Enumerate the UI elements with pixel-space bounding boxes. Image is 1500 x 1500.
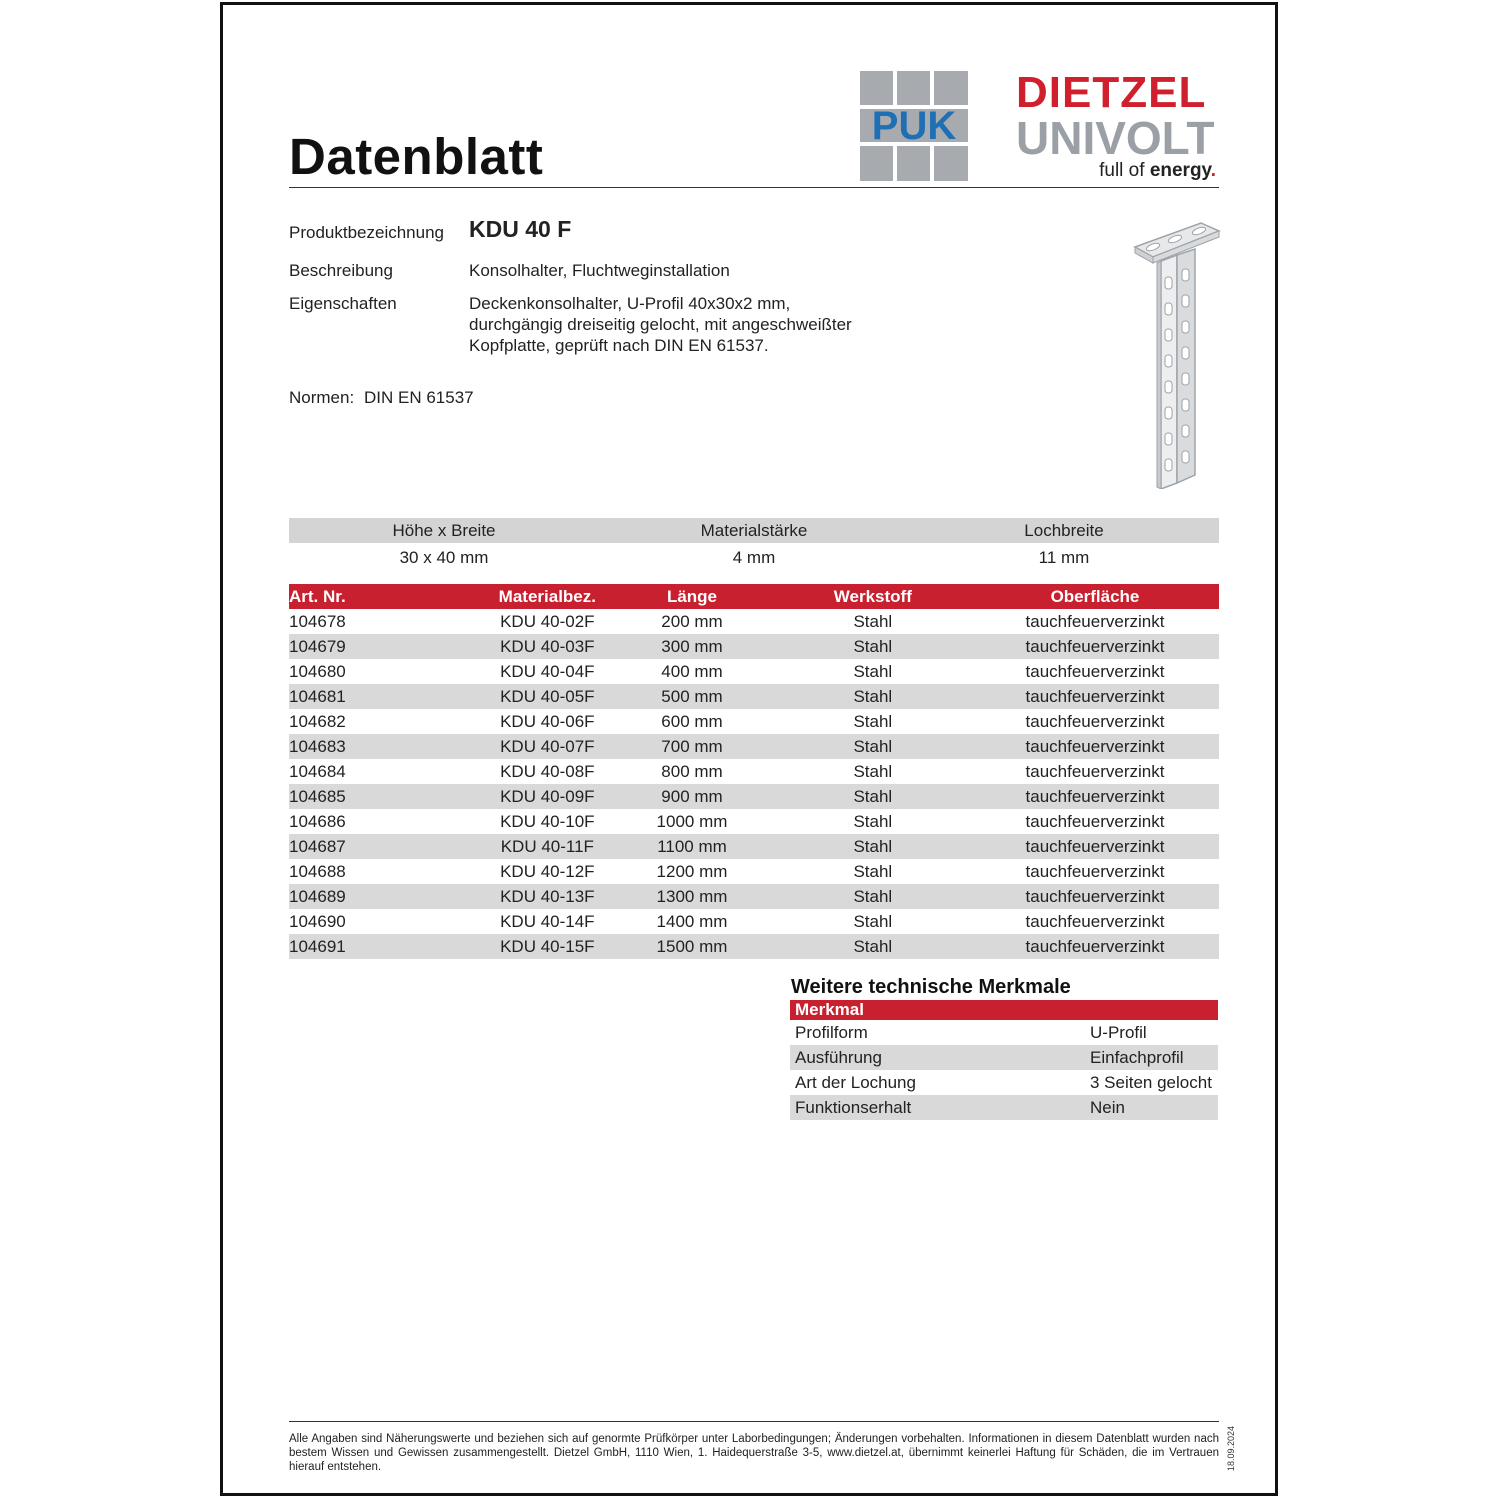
surface-cell: tauchfeuerverzinkt (971, 934, 1219, 959)
length-cell: 800 mm (661, 761, 723, 781)
feature-row (790, 1070, 1218, 1095)
dim-header-hole-width: Lochbreite (1024, 521, 1104, 540)
dimensions-header (289, 518, 1219, 543)
features-header-row (790, 1000, 1218, 1020)
table-row (289, 834, 1219, 859)
art-nr-cell: 104686 (289, 811, 346, 831)
description-label: Beschreibung (289, 261, 393, 280)
feature-name-cell: Ausführung (790, 1045, 1085, 1070)
description-value: Konsolhalter, Fluchtweginstallation (469, 261, 730, 280)
art-nr-cell: 104689 (289, 884, 485, 909)
feature-row (790, 1020, 1218, 1045)
table-row (289, 609, 1219, 634)
table-row (289, 809, 1219, 834)
art-nr-cell: 104679 (289, 634, 485, 659)
art-nr-cell: 104684 (289, 761, 346, 781)
material-cell: Stahl (775, 734, 971, 759)
length-cell: 700 mm (609, 734, 774, 759)
dietzel-logo-text: DIETZEL (1016, 68, 1207, 117)
material-cell: Stahl (775, 784, 971, 809)
articles-table (289, 584, 1219, 959)
feature-row (790, 1045, 1218, 1070)
product-name-value: KDU 40 F (469, 216, 572, 242)
material-cell: Stahl (775, 834, 971, 859)
feature-row (790, 1095, 1218, 1120)
material-cell: Stahl (853, 861, 893, 881)
surface-cell: tauchfeuerverzinkt (1025, 911, 1165, 931)
surface-cell: tauchfeuerverzinkt (1025, 661, 1165, 681)
length-cell: 200 mm (661, 611, 723, 631)
art-nr-cell: 104683 (289, 734, 485, 759)
table-row (289, 634, 1219, 659)
material-designation-cell: KDU 40-04F (500, 661, 595, 681)
surface-cell: tauchfeuerverzinkt (971, 834, 1219, 859)
articles-body (289, 609, 1219, 959)
surface-cell: tauchfeuerverzinkt (971, 884, 1219, 909)
material-cell: Stahl (775, 684, 971, 709)
articles-header-row (289, 584, 1219, 609)
dim-header-material-thickness: Materialstärke (700, 521, 808, 540)
material-designation-cell: KDU 40-08F (500, 761, 595, 781)
datasheet-page (220, 2, 1278, 1496)
material-designation-cell: KDU 40-09F (485, 784, 609, 809)
dietzel-univolt-logo (1016, 68, 1216, 181)
features-header: Merkmal (790, 1000, 1218, 1020)
surface-cell: tauchfeuerverzinkt (1025, 611, 1165, 631)
footer-disclaimer: Alle Angaben sind Näherungswerte und beziehen sich auf genormte Prüfkörper unter Laborbedingungen; Änderungen vorbehalten. Informationen in diesem Datenblatt wurden nach bestem Wissen und Gewissen zusammengestellt. Dietzel GmbH, 1110 Wien, 1. Haidequerstraße 3-5, www.dietzel.at, übernimmt keinerlei Haftung für Schäden, die im Vertrauen hierauf entstehen. (289, 1433, 1219, 1473)
table-row (289, 934, 1219, 959)
length-cell: 1500 mm (609, 934, 774, 959)
table-row (289, 909, 1219, 934)
material-cell: Stahl (853, 761, 893, 781)
features-body (790, 1020, 1218, 1120)
length-cell: 400 mm (661, 661, 723, 681)
footer-divider (289, 1421, 1219, 1422)
material-designation-cell: KDU 40-12F (500, 861, 595, 881)
surface-cell: tauchfeuerverzinkt (1025, 861, 1165, 881)
material-cell: Stahl (775, 884, 971, 909)
material-designation-cell: KDU 40-07F (485, 734, 609, 759)
univolt-logo-text: UNIVOLT (1016, 112, 1215, 164)
table-row (289, 734, 1219, 759)
material-designation-cell: KDU 40-06F (500, 711, 595, 731)
features-table (790, 1000, 1218, 1120)
dim-value-hole-width: 11 mm (1038, 548, 1090, 567)
art-nr-cell: 104690 (289, 911, 346, 931)
material-designation-cell: KDU 40-10F (500, 811, 595, 831)
dim-header-height-width: Höhe x Breite (392, 521, 496, 540)
material-cell: Stahl (853, 811, 893, 831)
length-cell: 1400 mm (656, 911, 728, 931)
surface-cell: tauchfeuerverzinkt (1025, 711, 1165, 731)
col-art-nr: Art. Nr. (289, 584, 485, 609)
properties-label: Eigenschaften (289, 294, 397, 313)
table-row (289, 709, 1219, 734)
art-nr-cell: 104682 (289, 711, 346, 731)
length-cell: 1100 mm (609, 834, 774, 859)
material-cell: Stahl (853, 911, 893, 931)
material-designation-cell: KDU 40-02F (500, 611, 595, 631)
footer-date: 18.09.2024 (1226, 1425, 1236, 1471)
art-nr-cell: 104687 (289, 834, 485, 859)
art-nr-cell: 104691 (289, 934, 485, 959)
length-cell: 900 mm (609, 784, 774, 809)
material-designation-cell: KDU 40-14F (500, 911, 595, 931)
material-designation-cell: KDU 40-11F (485, 834, 609, 859)
table-row (289, 684, 1219, 709)
col-material-designation: Materialbez. (485, 584, 609, 609)
feature-name-cell: Profilform (795, 1022, 868, 1042)
table-row (289, 759, 1219, 784)
page-title: Datenblatt (289, 128, 544, 185)
feature-name-cell: Art der Lochung (795, 1072, 916, 1092)
art-nr-cell: 104681 (289, 684, 485, 709)
puk-logo (860, 71, 968, 181)
material-cell: Stahl (853, 611, 893, 631)
norms-value: DIN EN 61537 (364, 388, 474, 407)
surface-cell: tauchfeuerverzinkt (1025, 761, 1165, 781)
table-row (289, 784, 1219, 809)
logo-slogan: full of energy. (1099, 160, 1216, 181)
table-row (289, 884, 1219, 909)
length-cell: 500 mm (609, 684, 774, 709)
material-designation-cell: KDU 40-03F (485, 634, 609, 659)
feature-value-cell: Einfachprofil (1085, 1045, 1218, 1070)
col-length: Länge (609, 584, 774, 609)
title-divider (289, 187, 1219, 188)
art-nr-cell: 104688 (289, 861, 346, 881)
norms-label: Normen: (289, 388, 355, 407)
length-cell: 600 mm (661, 711, 723, 731)
material-cell: Stahl (775, 934, 971, 959)
length-cell: 1000 mm (656, 811, 728, 831)
feature-name-cell: Funktionserhalt (790, 1095, 1085, 1120)
material-cell: Stahl (853, 711, 893, 731)
col-surface: Oberfläche (971, 584, 1219, 609)
material-designation-cell: KDU 40-05F (485, 684, 609, 709)
art-nr-cell: 104678 (289, 611, 346, 631)
length-cell: 1300 mm (609, 884, 774, 909)
surface-cell: tauchfeuerverzinkt (1025, 811, 1165, 831)
feature-value-cell: U-Profil (1090, 1022, 1147, 1042)
dimensions-values (289, 545, 1219, 570)
feature-value-cell: Nein (1085, 1095, 1218, 1120)
length-cell: 1200 mm (656, 861, 728, 881)
feature-value-cell: 3 Seiten gelocht (1090, 1072, 1212, 1092)
material-cell: Stahl (853, 661, 893, 681)
surface-cell: tauchfeuerverzinkt (971, 734, 1219, 759)
dim-value-material-thickness: 4 mm (732, 548, 776, 567)
surface-cell: tauchfeuerverzinkt (971, 784, 1219, 809)
surface-cell: tauchfeuerverzinkt (971, 684, 1219, 709)
dim-value-height-width: 30 x 40 mm (399, 548, 489, 567)
art-nr-cell: 104685 (289, 784, 485, 809)
puk-logo-text: PUK (871, 104, 957, 148)
material-cell: Stahl (775, 634, 971, 659)
table-row (289, 659, 1219, 684)
table-row (289, 859, 1219, 884)
surface-cell: tauchfeuerverzinkt (971, 634, 1219, 659)
product-name-label: Produktbezeichnung (289, 223, 445, 242)
art-nr-cell: 104680 (289, 661, 346, 681)
properties-line-1: Deckenkonsolhalter, U-Profil 40x30x2 mm, (469, 294, 791, 313)
features-title: Weitere technische Merkmale (791, 976, 1071, 998)
properties-line-3: Kopfplatte, geprüft nach DIN EN 61537. (469, 336, 769, 355)
material-designation-cell: KDU 40-15F (485, 934, 609, 959)
length-cell: 300 mm (609, 634, 774, 659)
col-material: Werkstoff (775, 584, 971, 609)
material-designation-cell: KDU 40-13F (485, 884, 609, 909)
bracket-product-image (1131, 217, 1223, 489)
properties-line-2: durchgängig dreiseitig gelocht, mit angeschweißter (469, 315, 852, 334)
